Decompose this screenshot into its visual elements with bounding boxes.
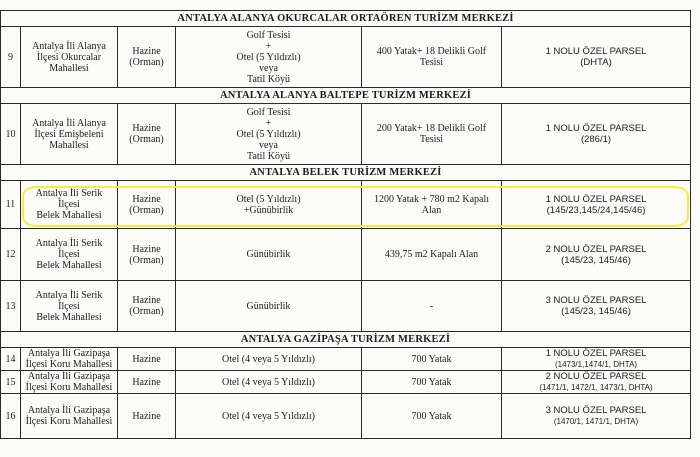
section-header-row bbox=[1, 11, 691, 27]
parcel-label: 2 NOLU ÖZEL PARSEL bbox=[545, 243, 647, 255]
table-row-highlighted bbox=[1, 181, 691, 229]
location-cell: Antalya İli Serik İlçesi Belek Mahallesi bbox=[21, 229, 118, 281]
parcel-detail: (286/1) bbox=[580, 134, 612, 145]
section-title: ANTALYA ALANYA BALTEPE TURİZM MERKEZİ bbox=[1, 88, 691, 104]
parcel-cell bbox=[502, 181, 691, 229]
parcel-label: 1 NOLU ÖZEL PARSEL bbox=[545, 46, 647, 57]
parcel-detail: (DHTA) bbox=[580, 57, 612, 68]
table-row bbox=[1, 104, 691, 165]
parcel-label: 1 NOLU ÖZEL PARSEL bbox=[545, 123, 647, 134]
use-cell: Otel (4 veya 5 Yıldızlı) bbox=[176, 394, 362, 439]
location-cell: Antalya İli Gazipaşa İlçesi Koru Mahallesi bbox=[21, 348, 118, 371]
parcel-cell bbox=[502, 371, 691, 394]
parcel-cell bbox=[502, 394, 691, 439]
use-cell: Golf Tesisi + Otel (5 Yıldızlı) veya Tatil Köyü bbox=[176, 27, 362, 88]
row-number: 11 bbox=[1, 181, 21, 229]
row-number: 12 bbox=[1, 229, 21, 281]
owner-cell: Hazine (Orman) bbox=[118, 281, 176, 332]
owner-cell: Hazine bbox=[118, 348, 176, 371]
capacity-cell: - bbox=[362, 281, 502, 332]
capacity-cell: 1200 Yatak + 780 m2 Kapalı Alan bbox=[362, 181, 502, 229]
section-header-row bbox=[1, 165, 691, 181]
parcel-detail: (1471/1, 1472/1, 1473/1, DHTA) bbox=[539, 383, 653, 392]
owner-cell: Hazine bbox=[118, 371, 176, 394]
owner-cell: Hazine (Orman) bbox=[118, 27, 176, 88]
capacity-cell: 700 Yatak bbox=[362, 394, 502, 439]
table-row bbox=[1, 27, 691, 88]
location-cell: Antalya İli Serik İlçesi Belek Mahallesi bbox=[21, 181, 118, 229]
parcel-label: 2 NOLU ÖZEL PARSEL bbox=[545, 371, 647, 382]
row-number: 15 bbox=[1, 371, 21, 394]
row-number: 9 bbox=[1, 27, 21, 88]
capacity-cell: 700 Yatak bbox=[362, 348, 502, 371]
use-cell: Otel (5 Yıldızlı) +Günübirlik bbox=[176, 181, 362, 229]
use-cell: Günübirlik bbox=[176, 281, 362, 332]
capacity-cell: 400 Yatak+ 18 Delikli Golf Tesisi bbox=[362, 27, 502, 88]
section-title: ANTALYA GAZİPAŞA TURİZM MERKEZİ bbox=[1, 332, 691, 348]
owner-cell: Hazine bbox=[118, 394, 176, 439]
section-title: ANTALYA BELEK TURİZM MERKEZİ bbox=[1, 165, 691, 181]
section-header-row bbox=[1, 88, 691, 104]
capacity-cell: 700 Yatak bbox=[362, 371, 502, 394]
capacity-cell: 439,75 m2 Kapalı Alan bbox=[362, 229, 502, 281]
capacity-cell: 200 Yatak+ 18 Delikli Golf Tesisi bbox=[362, 104, 502, 165]
location-cell: Antalya İli Gazipaşa İlçesi Koru Mahallesi bbox=[21, 394, 118, 439]
section-header-row bbox=[1, 332, 691, 348]
table-row bbox=[1, 348, 691, 371]
parcel-detail: (1473/1,1474/1, DHTA) bbox=[554, 360, 638, 369]
parcel-cell bbox=[502, 229, 691, 281]
table-row bbox=[1, 281, 691, 332]
row-number: 10 bbox=[1, 104, 21, 165]
owner-cell: Hazine (Orman) bbox=[118, 229, 176, 281]
section-title: ANTALYA ALANYA OKURCALAR ORTAÖREN TURİZM MERKEZİ bbox=[1, 11, 691, 27]
parcel-cell bbox=[502, 348, 691, 371]
parcel-detail: (1470/1, 1471/1, DHTA) bbox=[553, 417, 639, 426]
row-number: 13 bbox=[1, 281, 21, 332]
parcel-label: 3 NOLU ÖZEL PARSEL bbox=[545, 405, 647, 416]
location-cell: Antalya İli Gazipaşa İlçesi Koru Mahallesi bbox=[21, 371, 118, 394]
table-row bbox=[1, 394, 691, 439]
owner-cell: Hazine (Orman) bbox=[118, 104, 176, 165]
row-number: 14 bbox=[1, 348, 21, 371]
owner-cell: Hazine (Orman) bbox=[118, 181, 176, 229]
table-row bbox=[1, 229, 691, 281]
parcel-detail: (145/23, 145/46) bbox=[561, 306, 631, 317]
use-cell: Otel (4 veya 5 Yıldızlı) bbox=[176, 371, 362, 394]
parcel-cell bbox=[502, 281, 691, 332]
use-cell: Günübirlik bbox=[176, 229, 362, 281]
parcel-label: 1 NOLU ÖZEL PARSEL bbox=[545, 348, 647, 359]
location-cell: Antalya İli Serik İlçesi Belek Mahallesi bbox=[21, 281, 118, 332]
use-cell: Otel (4 veya 5 Yıldızlı) bbox=[176, 348, 362, 371]
use-cell: Golf Tesisi + Otel (5 Yıldızlı) veya Tatil Köyü bbox=[176, 104, 362, 165]
parcel-label: 3 NOLU ÖZEL PARSEL bbox=[545, 295, 647, 306]
parcel-detail: (145/23,145/24,145/46) bbox=[546, 204, 646, 216]
row-number: 16 bbox=[1, 394, 21, 439]
location-cell: Antalya İli Alanya İlçesi Okurcalar Mahallesi bbox=[21, 27, 118, 88]
tourism-parcel-table bbox=[0, 10, 691, 439]
parcel-cell bbox=[502, 104, 691, 165]
parcel-detail: (145/23, 145/46) bbox=[561, 254, 631, 266]
table-row bbox=[1, 371, 691, 394]
location-cell: Antalya İli Alanya İlçesi Emişbeleni Mahallesi bbox=[21, 104, 118, 165]
parcel-label: 1 NOLU ÖZEL PARSEL bbox=[545, 193, 647, 205]
parcel-cell bbox=[502, 27, 691, 88]
